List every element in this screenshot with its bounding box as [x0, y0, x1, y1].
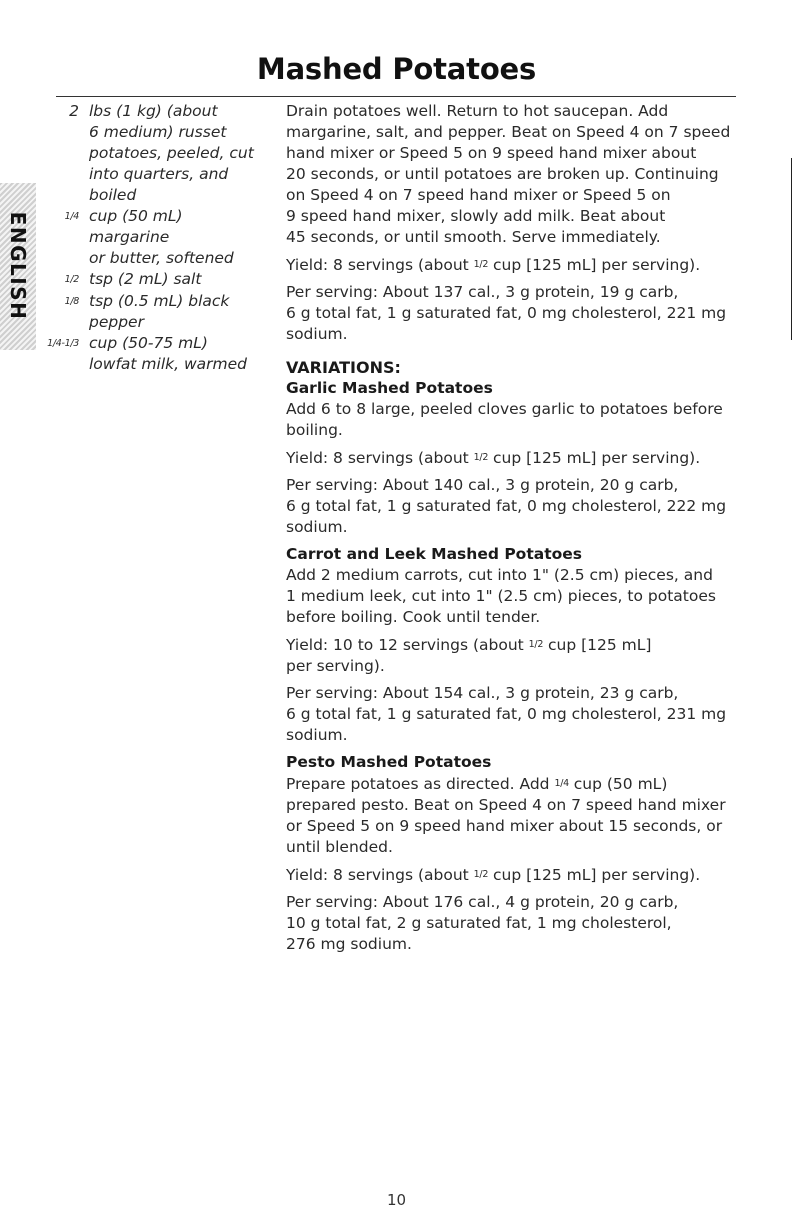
ingredient-item — [40, 206, 272, 269]
variation-yield-line: Yield: 8 servings (about 1/2 cup [125 mL] per serving). — [286, 449, 701, 467]
variation-nutrition-line: Per serving: About 154 cal., 3 g protein, 23 g carb, — [286, 684, 679, 702]
ingredient-line: pepper — [89, 313, 144, 331]
directions — [286, 101, 746, 248]
recipe-body — [286, 101, 746, 961]
variation-yield-line: Yield: 8 servings (about 1/2 cup [125 mL] per serving). — [286, 866, 701, 884]
ingredient-quantity: 1/4 — [64, 211, 79, 222]
ingredient-quantity: 1/8 — [64, 296, 79, 307]
variation-nutrition — [286, 892, 746, 955]
variation-text-line: until blended. — [286, 838, 393, 856]
variation-title: Garlic Mashed Potatoes — [286, 379, 493, 397]
variation-nutrition — [286, 683, 746, 746]
variation-text — [286, 773, 746, 858]
yield-line: Yield: 8 servings (about 1/2 cup [125 mL] per serving). — [286, 256, 701, 274]
variations-list — [286, 378, 746, 955]
ingredient-quantity: 1/4-1/3 — [47, 338, 79, 349]
ingredient-line: 6 medium) russet — [89, 123, 227, 141]
direction-line: on Speed 4 on 7 speed hand mixer or Speed 5 on — [286, 186, 671, 204]
ingredient-line: tsp (2 mL) salt — [89, 270, 202, 288]
variation-title: Carrot and Leek Mashed Potatoes — [286, 545, 582, 563]
variation-text-line: before boiling. Cook until tender. — [286, 608, 541, 626]
ingredient-line: potatoes, peeled, cut — [89, 144, 254, 162]
variations-heading: VARIATIONS: — [286, 358, 401, 377]
page-edge-mark — [791, 158, 792, 340]
ingredient-line: lbs (1 kg) (about — [89, 102, 218, 120]
direction-line: 45 seconds, or until smooth. Serve immediately. — [286, 228, 661, 246]
variation-nutrition-line: 6 g total fat, 1 g saturated fat, 0 mg cholesterol, 231 mg — [286, 705, 727, 723]
title-rule — [56, 96, 736, 97]
variation-yield-line: per serving). — [286, 657, 385, 675]
ingredient-text — [89, 206, 272, 269]
page-number: 10 — [386, 1191, 407, 1209]
ingredient-quantity: 2 — [69, 102, 79, 120]
nutrition — [286, 282, 746, 345]
variation-nutrition-line: sodium. — [286, 518, 348, 536]
direction-line: 9 speed hand mixer, slowly add milk. Beat about — [286, 207, 666, 225]
variation-title: Pesto Mashed Potatoes — [286, 753, 492, 771]
variation-nutrition-line: 6 g total fat, 1 g saturated fat, 0 mg cholesterol, 222 mg — [286, 497, 727, 515]
variation-text-line: or Speed 5 on 9 speed hand mixer about 15 seconds, or — [286, 817, 723, 835]
variation-yield — [286, 634, 746, 677]
variation-nutrition-line: Per serving: About 176 cal., 4 g protein, 20 g carb, — [286, 893, 679, 911]
ingredient-line: or butter, softened — [89, 249, 234, 267]
ingredient-quantity: 1/2 — [64, 274, 79, 285]
ingredient-text — [89, 269, 272, 290]
variation-text-line: 1 medium leek, cut into 1" (2.5 cm) pieces, to potatoes — [286, 587, 716, 605]
ingredient-line: lowfat milk, warmed — [89, 355, 247, 373]
variation-text-line: Add 6 to 8 large, peeled cloves garlic to potatoes before — [286, 400, 723, 418]
variation-nutrition-line: Per serving: About 140 cal., 3 g protein, 20 g carb, — [286, 476, 679, 494]
language-tab-label: ENGLISH — [6, 211, 30, 321]
variation-text — [286, 565, 746, 628]
direction-line: hand mixer or Speed 5 on 9 speed hand mixer about — [286, 144, 697, 162]
ingredient-line: margarine — [89, 228, 170, 246]
variation-text-line: boiling. — [286, 421, 343, 439]
variation-text-line: Add 2 medium carrots, cut into 1" (2.5 cm) pieces, and — [286, 566, 713, 584]
direction-line: Drain potatoes well. Return to hot saucepan. Add — [286, 102, 669, 120]
variation-nutrition-line: 10 g total fat, 2 g saturated fat, 1 mg cholesterol, — [286, 914, 672, 932]
yield — [286, 254, 746, 276]
ingredient-line: cup (50 mL) — [89, 207, 183, 225]
ingredient-item — [40, 269, 272, 291]
ingredient-list — [40, 101, 272, 375]
nutrition-line: sodium. — [286, 325, 348, 343]
ingredient-line: tsp (0.5 mL) black — [89, 292, 230, 310]
page-title: Mashed Potatoes — [256, 52, 537, 86]
nutrition-line: 6 g total fat, 1 g saturated fat, 0 mg cholesterol, 221 mg — [286, 304, 727, 322]
variation-nutrition — [286, 475, 746, 538]
ingredient-line: into quarters, and — [89, 165, 229, 183]
ingredient-text — [89, 101, 272, 206]
nutrition-line: Per serving: About 137 cal., 3 g protein, 19 g carb, — [286, 283, 679, 301]
variation-yield-line: Yield: 10 to 12 servings (about 1/2 cup [125 mL] — [286, 636, 652, 654]
variation-text-line: prepared pesto. Beat on Speed 4 on 7 speed hand mixer — [286, 796, 726, 814]
ingredient-text — [89, 333, 272, 375]
variation-yield — [286, 447, 746, 469]
ingredient-item — [40, 291, 272, 333]
variation-text — [286, 399, 746, 441]
variation-nutrition-line: 276 mg sodium. — [286, 935, 412, 953]
ingredient-text — [89, 291, 272, 333]
ingredient-item — [40, 333, 272, 375]
direction-line: margarine, salt, and pepper. Beat on Speed 4 on 7 speed — [286, 123, 731, 141]
variation-text-line: Prepare potatoes as directed. Add 1/4 cup (50 mL) — [286, 775, 668, 793]
ingredient-line: cup (50-75 mL) — [89, 334, 208, 352]
variation-yield — [286, 864, 746, 886]
ingredient-item — [40, 101, 272, 206]
variation-nutrition-line: sodium. — [286, 726, 348, 744]
direction-line: 20 seconds, or until potatoes are broken up. Continuing — [286, 165, 719, 183]
ingredient-line: boiled — [89, 186, 137, 204]
